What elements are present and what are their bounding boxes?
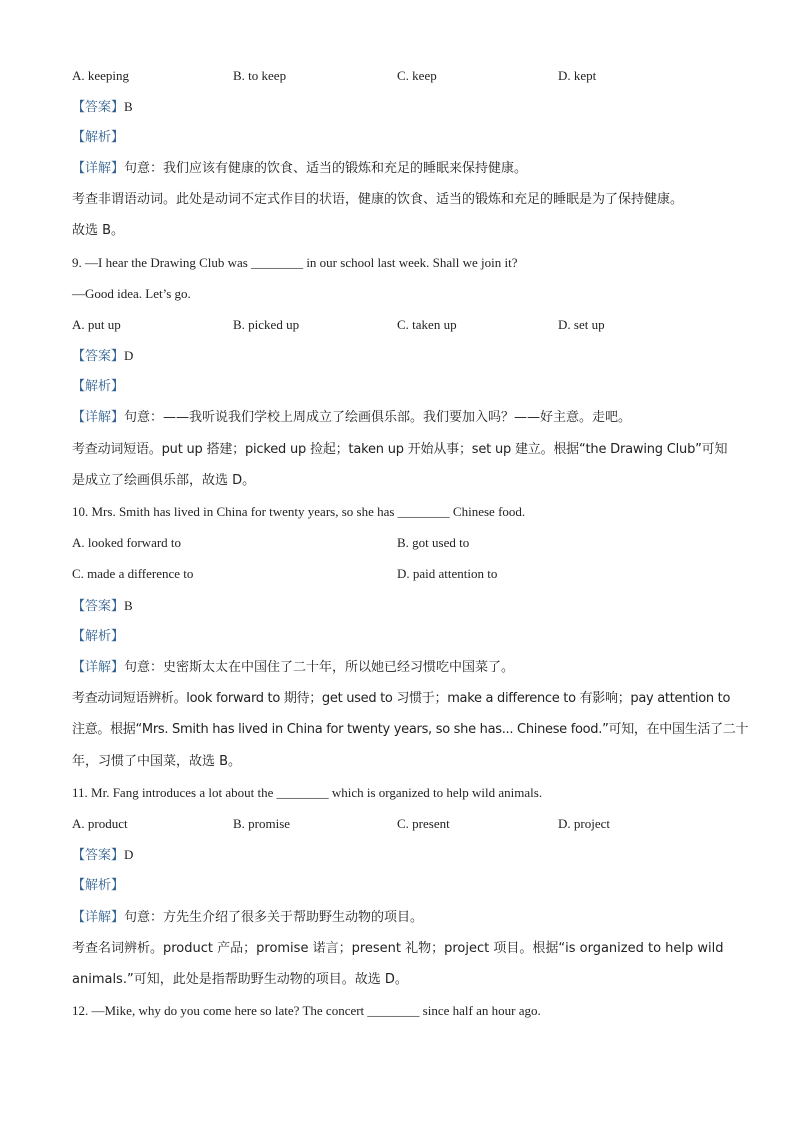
q11-detail: 【详解】句意：方先生介绍了很多关于帮助野生动物的项目。 bbox=[72, 910, 424, 925]
q9-answer: 【答案】D bbox=[72, 348, 134, 364]
q8-conclusion: 故选 B。 bbox=[72, 223, 125, 238]
q9-detail: 【详解】句意：——我听说我们学校上周成立了绘画俱乐部。我们要加入吗？——好主意。走吧。 bbox=[72, 410, 632, 425]
q9-reply: —Good idea. Let’s go. bbox=[72, 286, 191, 301]
q10-detail: 【详解】句意：史密斯太太在中国住了二十年，所以她已经习惯吃中国菜了。 bbox=[72, 660, 515, 675]
q11-option-b: B. promise bbox=[233, 816, 291, 831]
q11-answer: 【答案】D bbox=[72, 847, 134, 863]
q10-option-a: A. looked forward to bbox=[72, 535, 182, 550]
q8-option-b: B. to keep bbox=[233, 68, 287, 83]
q11-option-c: C. present bbox=[397, 816, 450, 831]
q11-explanation: 考查名词辨析。product 产品；promise 诺言；present 礼物；project 项目。根据“is organized to help wild bbox=[72, 941, 724, 956]
q9-option-c: C. taken up bbox=[397, 317, 457, 332]
q9-option-d: D. set up bbox=[558, 317, 605, 332]
q10-option-d: D. paid attention to bbox=[397, 566, 498, 581]
q8-detail: 【详解】句意：我们应该有健康的饮食、适当的锻炼和充足的睡眠来保持健康。 bbox=[72, 161, 528, 176]
q9-option-a: A. put up bbox=[72, 317, 121, 332]
q10-conclusion: 年，习惯了中国菜，故选 B。 bbox=[72, 754, 242, 769]
q11-question: 11. Mr. Fang introduces a lot about the ________ which is organized to help wild animals. bbox=[72, 785, 543, 800]
q11-conclusion: animals.”可知，此处是指帮助野生动物的项目。故选 D。 bbox=[72, 972, 408, 987]
q9-option-b: B. picked up bbox=[233, 317, 300, 332]
q12-question: 12. —Mike, why do you come here so late? The concert ________ since half an hour ago. bbox=[72, 1003, 541, 1018]
q8-option-d: D. kept bbox=[558, 68, 597, 83]
q8-analysis-label: 【解析】 bbox=[72, 130, 125, 145]
q11-option-d: D. project bbox=[558, 816, 610, 831]
q9-question: 9. —I hear the Drawing Club was ________ in our school last week. Shall we join it? bbox=[72, 255, 518, 270]
q8-option-a: A. keeping bbox=[72, 68, 130, 83]
q10-option-b: B. got used to bbox=[397, 535, 470, 550]
q8-explanation: 考查非谓语动词。此处是动词不定式作目的状语，健康的饮食、适当的锻炼和充足的睡眠是为了保持健康。 bbox=[72, 192, 684, 207]
q10-question: 10. Mrs. Smith has lived in China for twenty years, so she has ________ Chinese food. bbox=[72, 504, 526, 519]
q9-conclusion: 是成立了绘画俱乐部，故选 D。 bbox=[72, 473, 256, 488]
q10-option-c: C. made a difference to bbox=[72, 566, 194, 581]
q10-analysis-label: 【解析】 bbox=[72, 629, 125, 644]
q9-explanation: 考查动词短语。put up 搭建；picked up 捡起；taken up 开始从事；set up 建立。根据“the Drawing Club”可知 bbox=[72, 442, 728, 457]
q10-answer: 【答案】B bbox=[72, 598, 133, 614]
q9-analysis-label: 【解析】 bbox=[72, 379, 125, 394]
q11-analysis-label: 【解析】 bbox=[72, 878, 125, 893]
q10-explanation: 考查动词短语辨析。look forward to 期待；get used to 习惯于；make a difference to 有影响；pay attention to bbox=[72, 691, 731, 706]
q10-explanation-continued: 注意。根据“Mrs. Smith has lived in China for twenty years, so she has... Chinese food.”可知，在中国生活了二十 bbox=[72, 722, 749, 737]
q8-answer: 【答案】B bbox=[72, 99, 133, 115]
q8-option-c: C. keep bbox=[397, 68, 437, 83]
q11-option-a: A. product bbox=[72, 816, 128, 831]
